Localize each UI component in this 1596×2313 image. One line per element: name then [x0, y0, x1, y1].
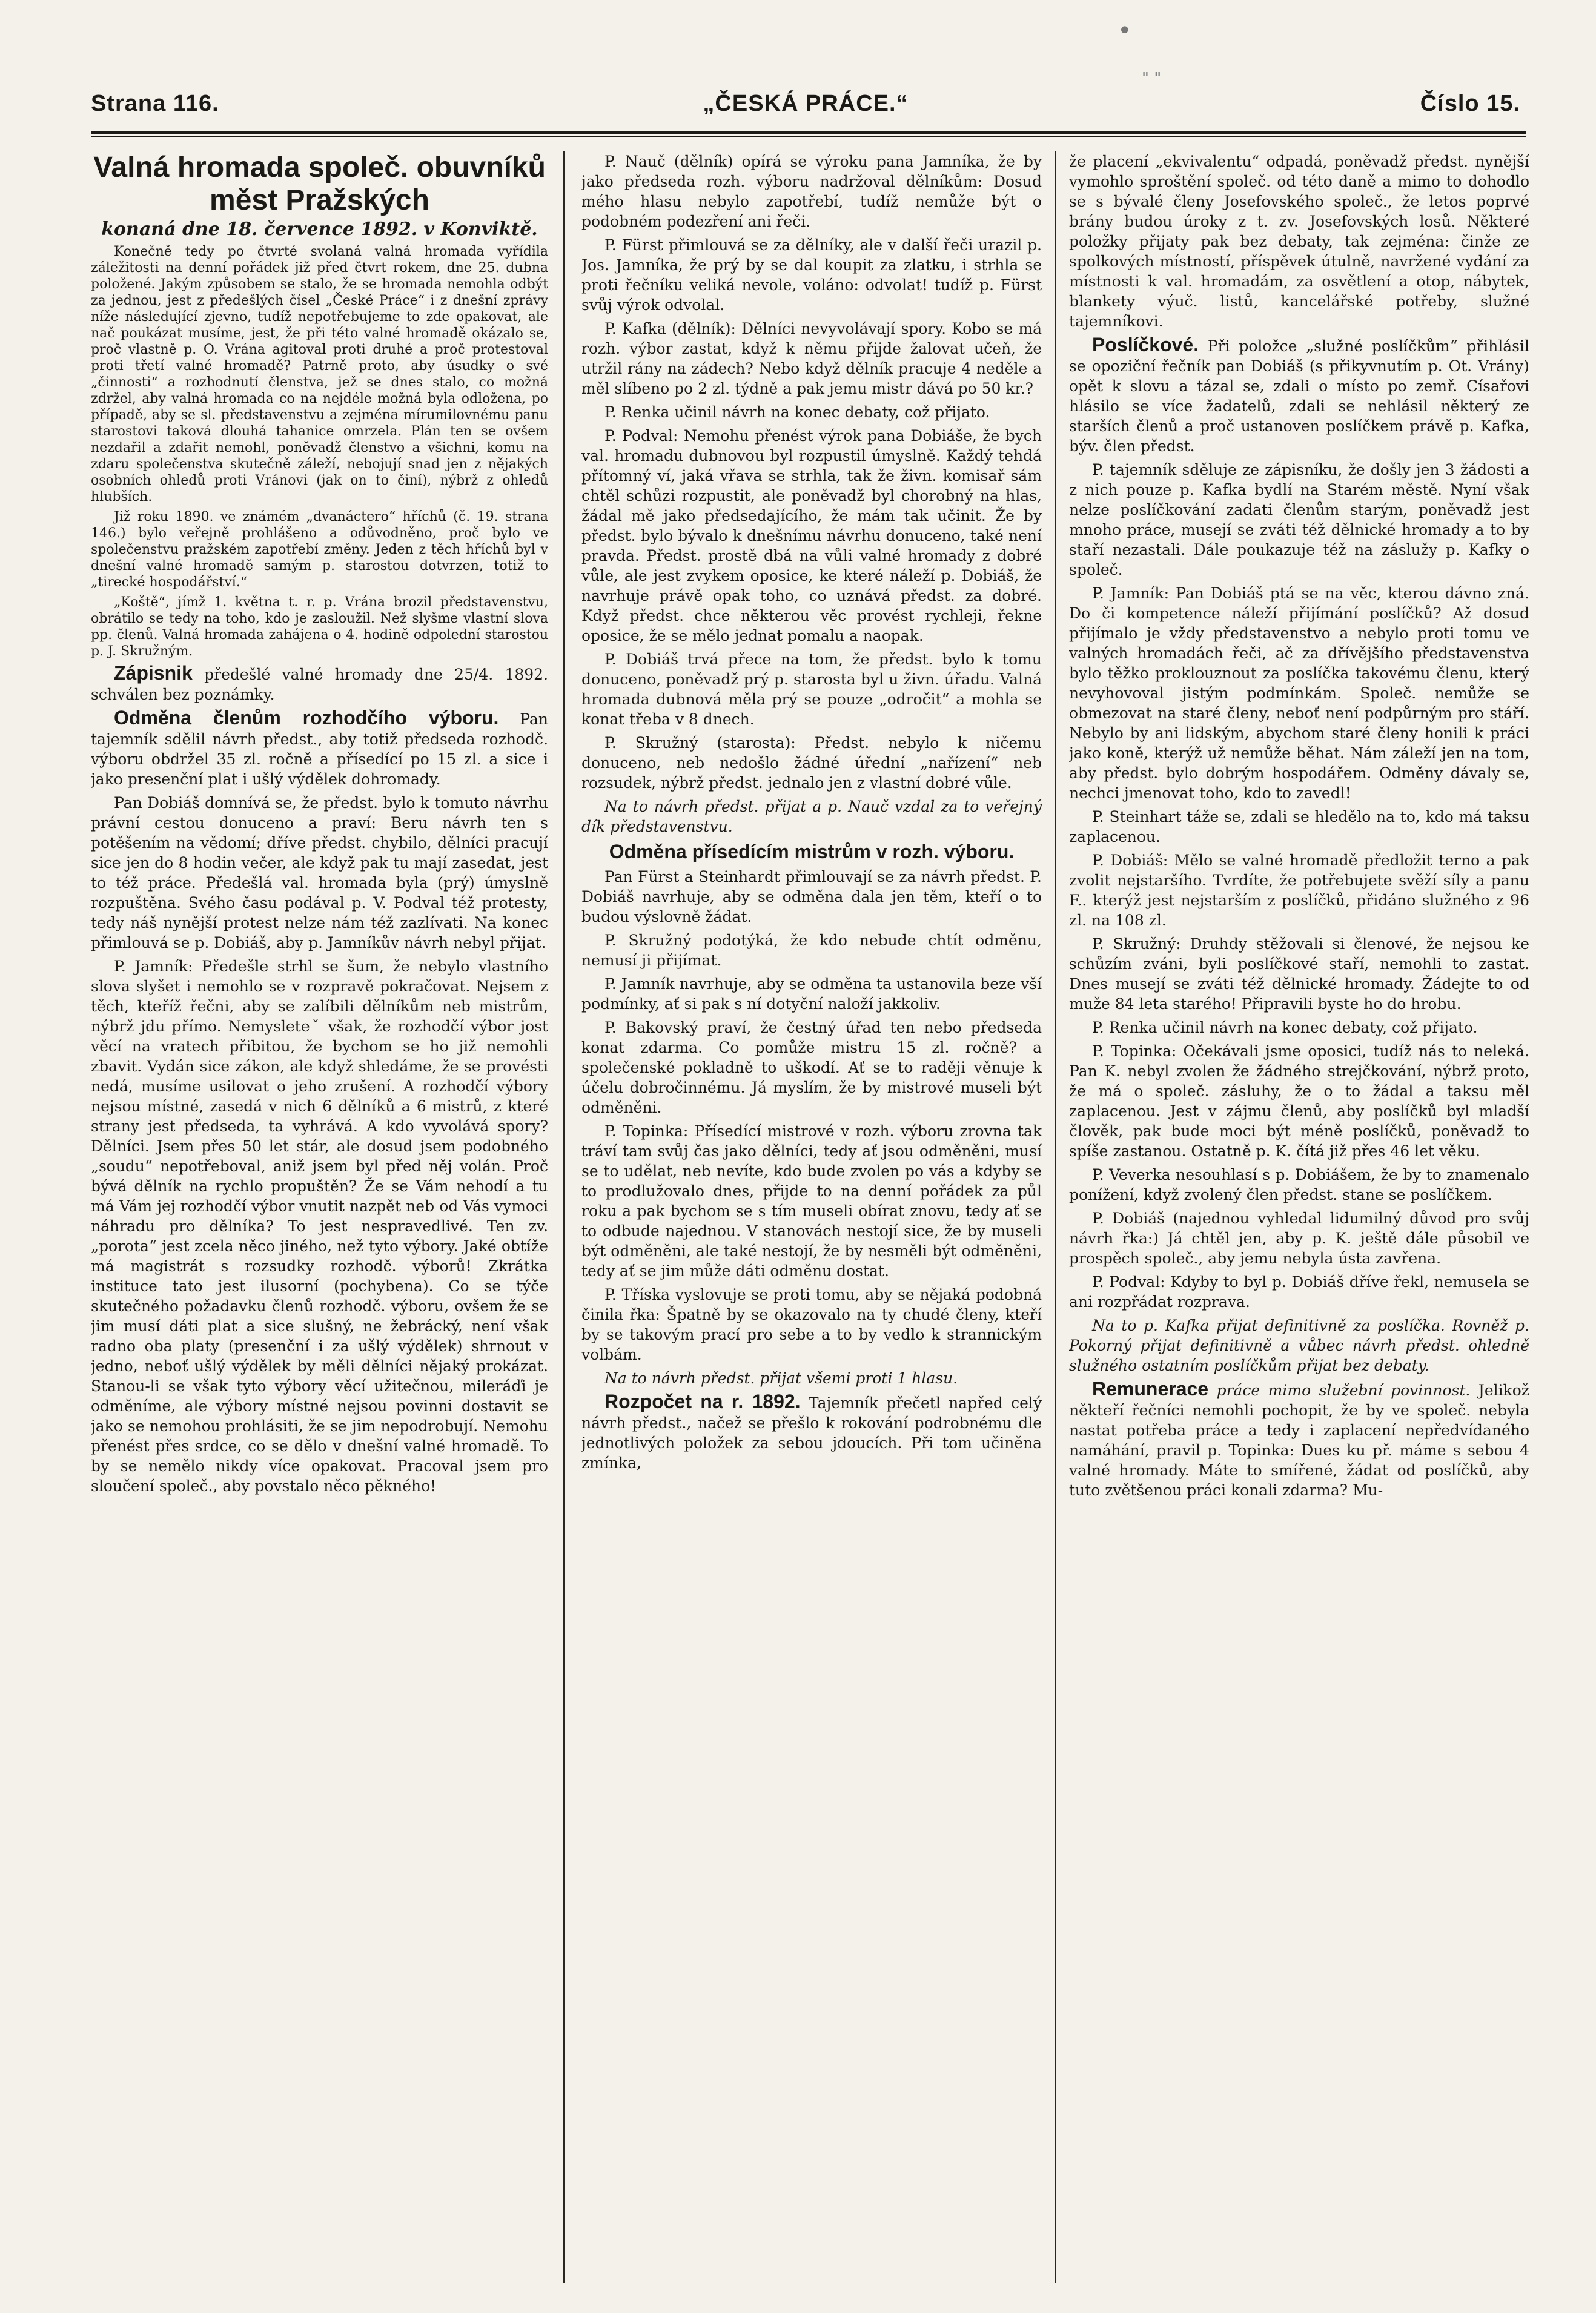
- paragraph: P. Dobiáš: Mělo se valné hromadě předložit terno a pak zvolit nejstaršího. Tvrdíte, že potřebujete svěží síly a panu F.. kterýž jest nejstarším z poslíčků, přidáno služného z 96 zl. na 108 zl.: [1069, 852, 1529, 929]
- column-1: [91, 151, 548, 2289]
- paragraph: [91, 708, 548, 789]
- paragraph: P. Jamník navrhuje, aby se odměna ta ustanovila beze vší podmínky, ať si pak s ní dotyční naloží jakkoliv.: [581, 975, 1042, 1013]
- paragraph: P. Steinhart táže se, zdali se hledělo na to, kdo má taksu zaplacenou.: [1069, 808, 1529, 845]
- paragraph: Na to návrh předst. přijat všemi proti 1 hlasu.: [604, 1369, 958, 1387]
- paragraph: P. Jamník: Předešle strhl se šum, že nebylo vlastního slova slyšet i nemohlo se v rozpravě pokračovat. Nejsem z těch, kteříž řečni, aby se zalíbili dělníkům neb mistrům, nýbrž jdu přímo. Nemysleteˇ však, že rozhodčí výbor jost věcí na vratech přibitou, že bychom se ho již nemohli zbavit. Vydán sice zákon, ale když shledáme, že se provésti nedá, musíme usilovat o jeho zrušení. A rozhodčí výbory nejsou místné, zasedá v nich 6 dělníků a 6 mistrů, z které strany jest předseda, ta vyhrává. A kdo vyvolává spory? Dělníci. Jsem přes 50 let stár, ale dosud jsem podobného „soudu“ nepotřeboval, aniž jsem byl před něj volán. Proč bývá dělník na rychlo propuštěn? Že se Vám nehodí a tu má Vám jej rozhodčí výbor vnutit nazpět neb od Vás vymoci náhradu pro dělníka? To jest nespravedlivé. Ten zv. „porota“ jest zcela něco jiného, než tyto výbory. Jaké obtíže má magistrát s rozsudky rozhodč. výborů! Zkrátka instituce tato jest ilusorní (pochybena). Co se týče skutečného požadavku členů rozhodč. výboru, ovšem že se jim musí dáti plat a sice slušný, ne žebrácký, není však radno oba platy (presenční i za ušlý výdělek) shrnout v jedno, neboť ušlý výdělek by měli dělníci nějaký prokázat. Stanou-li se však tyto výbory věcí užitečnou, mileráďi je odměníme, ale výbory místné nejsou povinni dostavit se jako se nemohou prohlásiti, že se jim nepodrobují. Nemohu přenést přes srdce, co se dělo v dnešní valné hromadě. To by se nemělo nikdy více opakovat. Pracoval jsem pro sloučení společ., aby povstalo něco pěkného!: [91, 958, 548, 1495]
- masthead: „ČESKÁ PRÁCE.“: [703, 91, 909, 116]
- paragraph: P. Dobiáš trvá přece na tom, že předst. bylo k tomu donuceno, poněvadž prý p. starosta byl u živn. úřadu. Valná hromada dubnová měla prý se pouze „odročit“ a mohla se konat třeba v 8 dnech.: [581, 650, 1042, 728]
- paragraph: [1069, 1379, 1529, 1500]
- paragraph: P. Tříska vyslovuje se proti tomu, aby se nějaká podobná činila řka: Špatně by se okazovalo na ty chudé členy, kteří by se takovým prací pro sebe a to by vedlo k strannickým volbám.: [581, 1286, 1042, 1363]
- paragraph: P. Jamník: Pan Dobiáš ptá se na věc, kterou dávno zná. Do či kompetence náleží přijímání poslíčků? Až dosud přijímalo je vždy představenstvo a nebylo proti tomu ve valných hromadách řeči, ač za dřívějšího představenstva bylo těžko proklouznout za poslíčka takovému členu, který nevyhovoval jistým podmínkám. Společ. nemůže se obmezovat na staré členy, neboť není podpůrným pro stáří. Nebylo by ani lidským, abychom staré členy honili k práci jako koně, kterýž už nemůže běhat. Nám záleží jen na tom, aby předst. bylo dobrým hospodářem. Odměny dávaly se, nechci jmenovat toho, kdo to zavedl!: [1069, 584, 1529, 802]
- article-subtitle: konaná dne 18. července 1892. v Konviktě.: [101, 219, 538, 240]
- margin-mark: •: [1118, 17, 1132, 45]
- paragraph: „Koště“, jímž 1. května t. r. p. Vrána brozil představenstvu, obrátilo se tedy na toho, kdo je zasloužil. Než slyšme vlastní slova pp. členů. Valná hromada zahájena o 4. hodině odpolední starostou p. J. Skružným.: [91, 595, 548, 659]
- text: Tajemník přečetl napřed celý návrh předst., načež se přešlo k rokování podrobnému dle jednotlivých položek za sebou jdoucích. Při tom učiněna zmínka,: [581, 1394, 1042, 1472]
- column-divider: [1055, 151, 1056, 2283]
- paragraph: P. Podval: Kdyby to byl p. Dobiáš dříve řekl, nemusela se ani rozpřádat rozprava.: [1069, 1273, 1529, 1311]
- column-divider: [563, 151, 565, 2283]
- paragraph: Pan Fürst a Steinhardt přimlouvají se za návrh předst. P. Dobiáš navrhuje, aby se odměna dala jen těm, kteří o to budou výslovně žádat.: [581, 868, 1042, 925]
- paragraph: Konečně tedy po čtvrté svolaná valná hromada vyřídila záležitosti na denní pořádek již před čtvrt rokem, dne 25. dubna položené. Jakým způsobem se stalo, že se hromada nemohla odbýt za jednou, jest z předešlých čísel „České Práce“ i z dnešní zprávy níže následující zjevno, tudíž nepotřebujeme to zde opakovat, ale nač poukázat musíme, jest, že při této valné hromadě okázalo se, proč vlastně p. O. Vrána agitoval proti druhé a proč protestoval proti třetí valné hromadě? Patrně proto, aby úsudky o své „činnosti“ a rozhodnutí členstva, jež se dnes stalo, co možná zdržel, aby valná hromada co na nejdéle možná byla odložena, po případě, aby se sl. představenstvu a zejména mírumilovnému panu starostovi taková dlouhá tahanice omrzela. Plán ten se ovšem nezdařil a zdařit nemohl, poněvadž členstvo a všichni, komu na zdaru společenstva skutečně záleží, nebojují snad jen z nějakých osobních ohledů proti Vránovi (jak on to činí), nýbrž z ohledů hlubších.: [91, 244, 548, 505]
- header-rule-thin: [91, 136, 1526, 137]
- page-header: [91, 91, 1520, 133]
- paragraph: P. Topinka: Přísedící mistrové v rozh. výboru zrovna tak tráví tam svůj čas jako dělníci, tedy ať jsou odměněni, musí se to udělat, neb nevíte, kdo bude zvolen po vás a kdyby se to prodlužovalo dnes, přijde to na denní pořádek za půl roku a pak bychom se s tím museli obírat znovu, tedy ať se to odbude najednou. V stanovách nestojí sice, že by museli být odměněni, ale také nestojí, že by nesměli být odměněni, tedy ať se jim může dáti odměnu dostat.: [581, 1122, 1042, 1280]
- section-heading: Rozpočet na r. 1892.: [604, 1391, 801, 1412]
- header-rule: [91, 131, 1526, 134]
- paragraph: P. Fürst přimlouvá se za dělníky, ale v další řeči urazil p. Jos. Jamníka, že prý by se dal koupit za zlatku, i strhla se proti řečníku veliká nevole, voláno: odvolat! tudíž p. Fürst svůj výrok odvolal.: [581, 236, 1042, 314]
- text: práce mimo služební povinnost.: [1216, 1382, 1471, 1399]
- paragraph: Pan Dobiáš domnívá se, že předst. bylo k tomuto návrhu právní cestou donuceno a praví: Beru návrh ten s potěšením na vědomí; dříve předst. chybilo, dělníci pracují sice jen do 8 hodin večer, ale když pak tu mají zasedat, jest to též práce. Předešlá val. hromada byla (prý) úmyslně rozpuštěna. Svého času podával p. V. Podval též protesty, tedy náš nynější protest nelze nám též zazlívati. Na konec přimlouvá se p. Dobiáš, aby p. Jamníkův návrh nebyl přijat.: [91, 794, 548, 951]
- text: Jelikož někteří řečníci nemohli pochopit, že by ve společ. nebyla nastat potřeba práce a tedy i zaplacení nepředvídaného namáhání, pravil p. Topinka: Dues ku př. máme s sebou 4 valné hromady. Máte to smířené, žádat od poslíčků, aby tuto zvětšenou práci konali zdarma? Mu-: [1069, 1382, 1529, 1499]
- paragraph: P. Dobiáš (najednou vyhledal lidumilný důvod pro svůj návrh řka:) Já chtěl jen, aby p. K. ještě dále působil ve prospěch společ., aby jemu nebyla ústa zavřena.: [1069, 1209, 1529, 1267]
- page-number: Strana 116.: [91, 91, 219, 116]
- section-heading: Poslíčkové.: [1092, 334, 1199, 356]
- paragraph: P. Skružný: Druhdy stěžovali si členové, že nejsou ke schůzím zváni, byli poslíčkové staří, nemohli to zastat. Dnes musejí se zváti též dělnické hromady. Žádejte to od muže 84 leta starého! Připravili byste ho do hrobu.: [1069, 935, 1529, 1013]
- paragraph: P. tajemník sděluje ze zápisníku, že došly jen 3 žádosti a z nich pouze p. Kafka bydlí na Starém městě. Nyní však nelze poslíčkování zadati členům starým, poněvadž jest mnoho práce, musejí se zváti též dělnické hromady a to by staří nezastali. Dále poukazuje též na záslužy p. Kafky o společ.: [1069, 461, 1529, 578]
- article-title: Valná hromada společ. obuvníků měst Pražských: [93, 151, 546, 216]
- paragraph: P. Bakovský praví, že čestný úřad ten nebo předseda konat zdarma. Co pomůže mistru 15 zl. ročně? a společenské pokladně to uškodí. Ať se to raději věnuje k účelu dobročinnému. Já myslím, že by mistrové museli být odměněni.: [581, 1019, 1042, 1116]
- paragraph: [581, 1392, 1042, 1473]
- paragraph: že placení „ekvivalentu“ odpadá, poněvadž předst. nynější vymohlo sproštění společ. od této daně a mimo to dohodlo se s bývalé členy Josefovského společ., že letos poprvé brány budou úroky z t. zv. Josefovských losů. Některé položky přijaty pak bez debaty, tak zejména: činže ze spolkových místností, příspěvek útulně, navržené vydání za místnosti k val. hromadám, za osvětlení a otop, nábytek, blankety výuč. listů, kancelářské potřeby, služné tajemníkovi.: [1069, 153, 1529, 330]
- section-heading: Odměna přísedícím mistrům v rozh. výboru.: [609, 841, 1015, 862]
- paragraph: [1069, 335, 1529, 456]
- margin-mark: " ": [1142, 70, 1162, 88]
- paragraph: P. Nauč (dělník) opírá se výroku pana Jamníka, že by jako předseda rozh. výboru nadržoval dělníkům: Dosud mého hlasu nebylo zapotřebí, tudíž nemůže být o podobném podezření ani řeči.: [581, 153, 1042, 230]
- paragraph: [91, 663, 548, 704]
- issue-number: Číslo 15.: [1420, 91, 1520, 116]
- section-heading: Odměna členům rozhodčího výboru.: [114, 707, 499, 729]
- paragraph: P. Kafka (dělník): Dělníci nevyvolávají spory. Kobo se má rozh. výbor zastat, když k němu přijde žalovat učeň, že utržil rány na zádech? Nebo když dělník pracuje 4 neděle a měl slíbeno po 2 zl. týdně a pak jemu mistr dává po 50 kr.?: [581, 320, 1042, 397]
- paragraph: P. Renka učinil návrh na konec debaty, což přijato.: [1092, 1019, 1478, 1036]
- paragraph: Na to návrh předst. přijat a p. Nauč vzdal za to veřejný dík představenstvu.: [581, 798, 1042, 835]
- text: předešlé valné hromady dne 25/4. 1892. schválen bez poznámky.: [91, 666, 548, 703]
- text: Pan tajemník sdělil návrh předst., aby totiž předseda rozhodč. výboru obdržel 35 zl. ročně a přísedící po 15 zl. a sice i jako presenční plat i ušlý výdělek dohromady.: [91, 710, 548, 788]
- column-3: [1069, 151, 1529, 2289]
- section-heading: Zápisnik: [114, 662, 193, 684]
- paragraph: P. Renka učinil návrh na konec debaty, což přijato.: [604, 403, 990, 421]
- paragraph: P. Skružný (starosta): Předst. nebylo k ničemu donuceno, neb nedošlo žádné úřední „nařízení“ neb rozsudek, nýbrž předst. jednalo jen z vlastní dobré vůle.: [581, 734, 1042, 792]
- section-heading: Remunerace: [1092, 1378, 1209, 1400]
- paragraph: P. Skružný podotýká, že kdo nebude chtít odměnu, nemusí ji přijímat.: [581, 931, 1042, 969]
- column-2: [581, 151, 1042, 2289]
- paragraph: P. Podval: Nemohu přenést výrok pana Dobiáše, že bych val. hromadu dubnovou byl rozpustil úmyslně. Každý tehdá přítomný ví, jaká vřava se strhla, tak že živn. komisař sám chtěl schůzi rozpustit, ale poněvadž byl chorobný na hlas, žádal mě jako předsedajícího, že mám tak učinit. Že by předst. bylo bývalo k dnešnímu návrhu donuceno, také není pravda. Předst. prostě dbá na vůli valné hromady z dobré vůle, ale jest zvykem oposice, ke které náleží p. Dobiáš, že navrhuje právě opak toho, co uznává předst. za dobré. Když předst. chce některou věc provést rychleji, řekne oposice, že se mělo jednat pomalu a naopak.: [581, 427, 1042, 644]
- paragraph: P. Topinka: Očekávali jsme oposici, tudíž nás to neleká. Pan K. nebyl zvolen že žádného strejčkování, nýbrž proto, že má o společ. zásluhy, že o to žádal a taksu měl zaplacenou. Jest v zájmu členů, aby poslíčků byl mladší člověk, pak bude moci být méně poslíčků, poněvadž to spíše zastanou. Ostatně p. K. čítá již přes 46 let věku.: [1069, 1042, 1529, 1160]
- paragraph: Již roku 1890. ve známém „dvanáctero“ hříchů (č. 19. strana 146.) bylo veřejně prohlášeno a odůvodněno, proč bylo ve společenstvu pražském zapotřebí změny. Jeden z těch hříchů byl v dnešní valné hromadě samým p. starostou dotvrzen, totiž to „tirecké hospodářství.“: [91, 509, 548, 590]
- paragraph: Na to p. Kafka přijat definitivně za poslíčka. Rovněž p. Pokorný přijat definitivně a vůbec návrh předst. ohledně služného ostatním poslíčkům přijat bez debaty.: [1069, 1317, 1529, 1374]
- text: Při položce „služné poslíčkům“ přihlásil se opoziční řečník pan Dobiáš (s přikyvnutím p. Ot. Vrány) opět k slovu a tázal se, zdali o místo po zemř. Císařovi hlásilo se více žadatelů, zdali se nehlásil některý ze starších členů a proč ustanoven poslíčkem právě p. Kafka, býv. člen předst.: [1069, 337, 1529, 455]
- paragraph: P. Veverka nesouhlasí s p. Dobiášem, že by to znamenalo ponížení, když zvolený člen předst. stane se poslíčkem.: [1069, 1166, 1529, 1203]
